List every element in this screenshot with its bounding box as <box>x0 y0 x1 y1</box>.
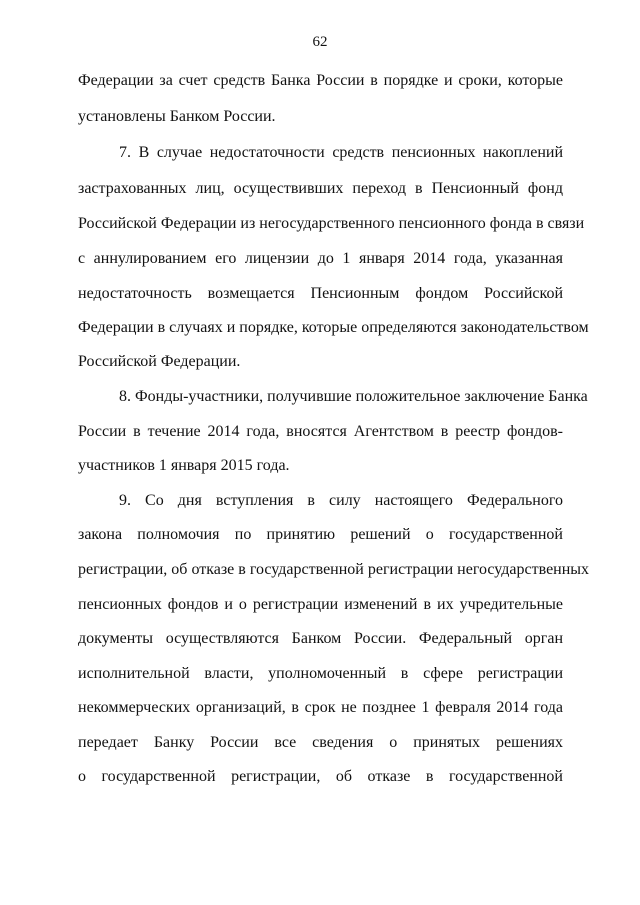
text-line: с аннулированием его лицензии до 1 января 2014 года, указанная <box>78 250 563 267</box>
paragraph-start: 9. Со дня вступления в силу настоящего Федерального <box>119 492 563 509</box>
text-line: Федерации в случаях и порядке, которые определяются законодательством <box>78 319 589 336</box>
text-line: застрахованных лиц, осуществивших переход в Пенсионный фонд <box>78 180 563 197</box>
text-line: Российской Федерации из негосударственного пенсионного фонда в связи <box>78 215 585 232</box>
text-line: исполнительной власти, уполномоченный в сфере регистрации <box>78 665 563 682</box>
text-line: недостаточность возмещается Пенсионным фондом Российской <box>78 285 563 302</box>
text-line: передает Банку России все сведения о принятых решениях <box>78 734 563 751</box>
paragraph-start: 8. Фонды-участники, получившие положительное заключение Банка <box>119 388 588 405</box>
text-line: регистрации, об отказе в государственной регистрации негосударственных <box>78 561 590 578</box>
text-line: Федерации за счет средств Банка России в порядке и сроки, которые <box>78 72 563 89</box>
text-line: участников 1 января 2015 года. <box>78 457 290 474</box>
text-line: пенсионных фондов и о регистрации изменений в их учредительные <box>78 596 563 613</box>
text-line: о государственной регистрации, об отказе в государственной <box>78 768 563 785</box>
text-line: установлены Банком России. <box>78 108 276 125</box>
text-line: документы осуществляются Банком России. Федеральный орган <box>78 630 563 647</box>
text-line: закона полномочия по принятию решений о государственной <box>78 526 563 543</box>
text-line: Российской Федерации. <box>78 353 241 370</box>
paragraph-start: 7. В случае недостаточности средств пенсионных накоплений <box>119 144 563 161</box>
text-line: России в течение 2014 года, вносятся Агентством в реестр фондов- <box>78 423 563 440</box>
text-line: некоммерческих организаций, в срок не позднее 1 февраля 2014 года <box>78 699 563 716</box>
page-number: 62 <box>312 34 328 50</box>
